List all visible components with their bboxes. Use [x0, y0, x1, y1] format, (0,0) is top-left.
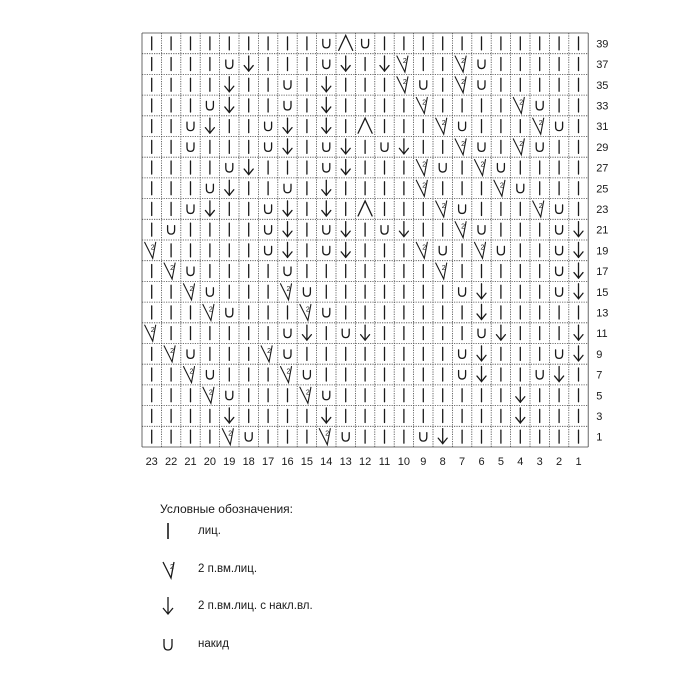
yarn-over-stitch [284, 81, 291, 90]
yarn-over-stitch [187, 205, 194, 214]
k2tog-stitch [184, 284, 195, 300]
yarn-over-stitch [556, 122, 563, 130]
yarn-over-stitch [323, 391, 330, 400]
k2tog-digit: 2 [441, 202, 446, 210]
column-label: 4 [517, 456, 524, 468]
yarn-over-stitch [265, 205, 272, 214]
k2tog-digit: 2 [150, 244, 155, 252]
legend-item-ssk [160, 594, 313, 618]
yarn-over-stitch [556, 226, 563, 235]
column-label: 1 [575, 456, 582, 468]
ssk-stitch [574, 325, 583, 340]
k2tog-digit: 2 [286, 285, 291, 293]
k2tog-digit: 2 [461, 140, 466, 148]
ssk-stitch [574, 222, 583, 237]
k2tog-digit: 2 [422, 244, 427, 252]
ssk-stitch [477, 367, 486, 382]
yarn-over-stitch [187, 143, 194, 152]
k2tog-stitch [455, 77, 466, 93]
ssk-stitch [283, 118, 292, 133]
column-label: 14 [320, 456, 333, 468]
yarn-over-stitch [497, 164, 504, 173]
column-label: 16 [281, 456, 294, 468]
yarn-over-stitch [323, 246, 330, 255]
double-decrease-stitch [339, 35, 353, 50]
yarn-over-stitch [226, 164, 233, 173]
ssk-stitch [574, 346, 583, 361]
k2tog-digit: 2 [402, 58, 407, 66]
yarn-over-stitch [420, 81, 427, 90]
k2tog-stitch [145, 242, 156, 258]
k2tog-digit: 2 [170, 347, 175, 355]
yarn-over-stitch [323, 39, 330, 48]
ssk-stitch [322, 97, 331, 112]
row-label: 33 [596, 100, 609, 113]
k2tog-stitch [203, 387, 214, 403]
k2tog-stitch [513, 97, 524, 113]
row-label: 7 [596, 369, 603, 382]
yarn-over-stitch [459, 371, 466, 380]
yarn-over-stitch [226, 60, 233, 69]
double-decrease-stitch [358, 201, 372, 216]
yarn-over-stitch [323, 143, 330, 152]
k2tog-stitch [184, 367, 195, 383]
column-label: 20 [203, 456, 217, 468]
ssk-stitch [283, 201, 292, 216]
ssk-stitch [438, 429, 447, 444]
k2tog-digit: 2 [422, 99, 427, 107]
row-label: 27 [596, 162, 609, 175]
ssk-stitch [322, 118, 331, 133]
yarn-over-stitch [206, 184, 213, 193]
k2tog-digit: 2 [189, 285, 194, 293]
ssk-stitch [380, 56, 389, 71]
legend-label-knit: лиц. [198, 525, 221, 537]
column-label: 15 [300, 456, 314, 468]
row-label: 19 [596, 245, 609, 258]
row-label: 23 [596, 203, 609, 216]
k2tog-digit: 2 [538, 202, 543, 210]
yarn-over-stitch [536, 101, 543, 110]
k2tog-digit: 2 [480, 161, 485, 169]
ssk-stitch [225, 97, 234, 112]
k2tog-stitch [164, 346, 175, 362]
row-label: 39 [596, 38, 609, 51]
k2tog-stitch [475, 242, 486, 258]
k2tog-digit: 2 [208, 389, 213, 397]
k2tog-stitch [416, 180, 427, 196]
ssk-stitch [225, 408, 234, 423]
row-label: 13 [596, 307, 609, 320]
k2tog-digit: 2 [480, 244, 485, 252]
ssk-stitch [322, 77, 331, 92]
k2tog-stitch [397, 77, 408, 93]
k2tog-digit: 2 [441, 265, 446, 273]
k2tog-stitch [513, 139, 524, 155]
ssk-stitch [302, 325, 311, 340]
ssk-stitch [341, 160, 350, 175]
column-label: 17 [261, 456, 275, 468]
k2tog-stitch [300, 304, 311, 320]
yarn-over-stitch [536, 143, 543, 152]
yarn-over-stitch [536, 371, 543, 380]
yarn-over-stitch [439, 246, 446, 255]
yarn-over-stitch [459, 122, 466, 130]
k2tog-digit: 2 [402, 78, 407, 86]
legend [160, 502, 480, 650]
yarn-over-stitch [459, 350, 466, 359]
k2tog-stitch [261, 346, 272, 362]
row-label: 21 [596, 224, 609, 237]
yarn-over-stitch [459, 205, 466, 214]
yarn-over-stitch [478, 226, 485, 235]
k2tog-stitch [416, 242, 427, 258]
column-label: 18 [242, 456, 255, 468]
k2tog-stitch [436, 118, 447, 134]
column-label: 19 [223, 456, 236, 468]
row-label: 29 [596, 141, 609, 154]
yarn-over-stitch [187, 350, 194, 359]
row-label: 1 [596, 431, 603, 444]
ssk-stitch [205, 118, 214, 133]
ssk-stitch [205, 201, 214, 216]
ssk-stitch [555, 367, 564, 382]
k2tog-digit: 2 [461, 58, 466, 66]
k2tog-stitch [203, 304, 214, 320]
legend-title: Условные обозначения: [160, 502, 293, 516]
k2tog-digit: 2 [228, 430, 233, 438]
k2tog-digit: 2 [286, 368, 291, 376]
k2tog-stitch [281, 367, 292, 383]
k2tog-stitch [397, 56, 408, 72]
ssk-stitch [225, 77, 234, 92]
ssk-stitch [341, 242, 350, 257]
k2tog-digit: 2 [422, 182, 427, 190]
yarn-over-stitch [556, 350, 563, 359]
row-label: 11 [596, 328, 608, 341]
double-decrease-stitch [358, 118, 372, 133]
k2tog-stitch [533, 118, 544, 134]
k2tog-digit: 2 [519, 99, 524, 107]
column-label: 9 [420, 456, 427, 468]
k2tog-digit: 2 [519, 140, 524, 148]
yarn-over-stitch [265, 226, 272, 235]
yarn-over-stitch [265, 143, 272, 152]
k2tog-digit: 2 [499, 182, 504, 190]
column-label: 11 [378, 456, 391, 468]
yarn-over-stitch [556, 246, 563, 255]
k2tog-stitch [494, 180, 505, 196]
ssk-icon [160, 594, 182, 618]
row-label: 35 [596, 79, 609, 92]
row-label: 31 [596, 121, 609, 134]
k2tog-stitch [416, 97, 427, 113]
ssk-stitch [341, 222, 350, 237]
yarn-over-icon [160, 632, 182, 656]
ssk-stitch [244, 160, 253, 175]
k2tog-digit: 2 [441, 120, 446, 128]
yarn-over-stitch [323, 308, 330, 317]
k2tog-stitch [455, 56, 466, 72]
column-label: 22 [164, 456, 178, 468]
yarn-over-stitch [478, 329, 485, 338]
column-label: 8 [439, 456, 446, 468]
k2tog-stitch [455, 222, 466, 238]
yarn-over-stitch [459, 288, 466, 297]
row-label: 9 [596, 348, 603, 361]
k2tog-digit: 2 [150, 327, 155, 335]
column-label: 5 [497, 456, 504, 468]
yarn-over-stitch [323, 164, 330, 173]
yarn-over-stitch [265, 246, 272, 255]
k2tog-stitch [300, 387, 311, 403]
yarn-over-stitch [342, 433, 349, 442]
k2tog-stitch [436, 263, 447, 279]
yarn-over-stitch [323, 226, 330, 235]
row-label: 3 [596, 410, 603, 423]
ssk-stitch [225, 180, 234, 195]
yarn-over-stitch [206, 371, 213, 380]
ssk-stitch [477, 346, 486, 361]
column-label: 23 [145, 456, 158, 468]
ssk-stitch [496, 325, 505, 340]
ssk-stitch [283, 139, 292, 154]
yarn-over-stitch [303, 371, 310, 380]
yarn-over-stitch [168, 226, 175, 235]
k2tog-digit: 2 [208, 306, 213, 314]
yarn-over-stitch [362, 39, 369, 48]
ssk-stitch [399, 139, 408, 154]
row-label: 17 [596, 266, 609, 279]
yarn-over-stitch [187, 267, 194, 276]
yarn-over-stitch [284, 101, 291, 110]
k2tog-stitch [281, 284, 292, 300]
yarn-over-stitch [517, 184, 524, 193]
k2tog-digit: 2 [305, 306, 310, 314]
yarn-over-stitch [284, 350, 291, 359]
k2tog-icon [160, 557, 182, 581]
yarn-over-stitch [323, 60, 330, 69]
k2tog-digit: 2 [422, 161, 427, 169]
ssk-stitch [477, 284, 486, 299]
legend-label-yarn-over: накид [198, 638, 229, 650]
ssk-stitch [574, 284, 583, 299]
ssk-stitch [516, 408, 525, 423]
column-label: 21 [184, 456, 197, 468]
row-label: 15 [596, 286, 609, 299]
legend-item-k2tog [160, 557, 257, 581]
yarn-over-stitch [556, 267, 563, 276]
yarn-over-stitch [381, 143, 388, 152]
chart-grid [142, 33, 588, 447]
k2tog-digit: 2 [461, 78, 466, 86]
yarn-over-stitch [187, 122, 194, 130]
row-label: 25 [596, 183, 609, 196]
ssk-stitch [283, 222, 292, 237]
ssk-stitch [244, 56, 253, 71]
yarn-over-stitch [284, 184, 291, 193]
ssk-stitch [341, 139, 350, 154]
ssk-stitch [341, 56, 350, 71]
k2tog-stitch [455, 139, 466, 155]
legend-item-yarn-over [160, 632, 229, 656]
yarn-over-stitch [342, 329, 349, 338]
row-label: 37 [596, 59, 609, 72]
column-label: 7 [459, 456, 466, 468]
yarn-over-stitch [245, 433, 252, 442]
svg-text:2: 2 [170, 564, 174, 571]
k2tog-digit: 2 [189, 368, 194, 376]
yarn-over-stitch [206, 288, 213, 297]
yarn-over-stitch [284, 329, 291, 338]
yarn-over-stitch [226, 308, 233, 317]
k2tog-stitch [475, 160, 486, 176]
yarn-over-stitch [497, 246, 504, 255]
yarn-over-stitch [478, 81, 485, 90]
k2tog-stitch [222, 429, 233, 445]
k2tog-stitch [319, 429, 330, 445]
yarn-over-stitch [478, 143, 485, 152]
legend-label-k2tog: 2 п.вм.лиц. [198, 563, 258, 575]
column-label: 13 [339, 456, 352, 468]
ssk-stitch [322, 408, 331, 423]
column-label: 10 [397, 456, 411, 468]
ssk-stitch [477, 304, 486, 319]
ssk-stitch [399, 222, 408, 237]
ssk-stitch [516, 387, 525, 402]
k2tog-digit: 2 [305, 389, 310, 397]
yarn-over-stitch [226, 391, 233, 400]
ssk-stitch [283, 242, 292, 257]
k2tog-stitch [533, 201, 544, 217]
k2tog-digit: 2 [461, 223, 466, 231]
column-label: 3 [536, 456, 543, 468]
row-label: 5 [596, 390, 603, 403]
ssk-stitch [361, 325, 370, 340]
column-label: 2 [556, 456, 563, 468]
k2tog-stitch [436, 201, 447, 217]
k2tog-stitch [416, 160, 427, 176]
yarn-over-stitch [556, 205, 563, 214]
yarn-over-stitch [420, 433, 427, 442]
yarn-over-stitch [439, 164, 446, 173]
legend-item-knit [160, 519, 221, 543]
ssk-stitch [574, 242, 583, 257]
legend-label-ssk: 2 п.вм.лиц. с накл.вл. [198, 600, 313, 612]
yarn-over-stitch [206, 101, 213, 110]
k2tog-digit: 2 [267, 347, 272, 355]
k2tog-stitch [164, 263, 175, 279]
ssk-stitch [574, 263, 583, 278]
yarn-over-stitch [381, 226, 388, 235]
yarn-over-stitch [265, 122, 272, 130]
ssk-stitch [322, 180, 331, 195]
yarn-over-stitch [478, 60, 485, 69]
column-label: 12 [358, 456, 372, 468]
k2tog-digit: 2 [325, 430, 330, 438]
knit-icon [160, 519, 182, 543]
yarn-over-stitch [556, 288, 563, 297]
ssk-stitch [322, 201, 331, 216]
yarn-over-stitch [284, 267, 291, 276]
column-label: 6 [478, 456, 485, 468]
k2tog-digit: 2 [538, 120, 543, 128]
k2tog-stitch [145, 325, 156, 341]
yarn-over-stitch [303, 288, 310, 297]
k2tog-digit: 2 [170, 265, 175, 273]
